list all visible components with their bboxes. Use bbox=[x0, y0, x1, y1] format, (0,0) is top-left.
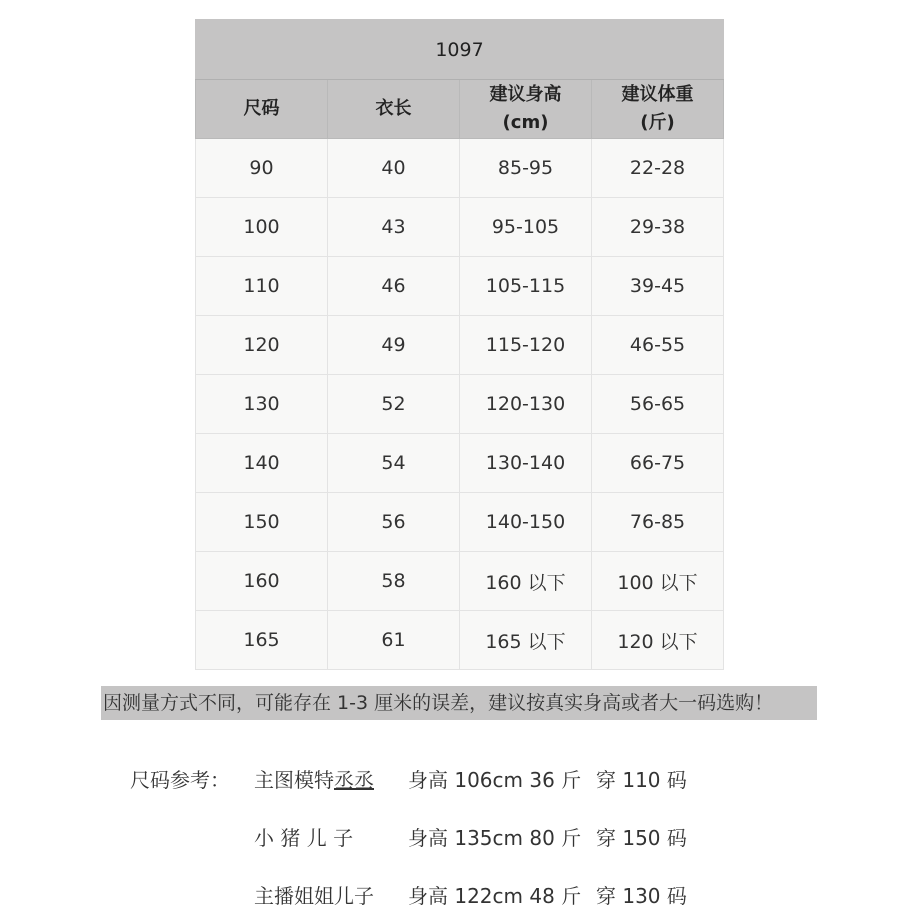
table-row bbox=[196, 198, 724, 257]
reference-name: 小 猪 儿 子 bbox=[254, 826, 354, 850]
weight-cell: 100 以下 bbox=[592, 552, 724, 611]
size-cell: 110 bbox=[196, 257, 328, 316]
length-cell: 46 bbox=[328, 257, 460, 316]
table-row bbox=[196, 493, 724, 552]
header-height-label: 建议身高 bbox=[489, 84, 562, 105]
table-row bbox=[196, 257, 724, 316]
height-cell: 130-140 bbox=[460, 434, 592, 493]
height-cell: 95-105 bbox=[460, 198, 592, 257]
header-length bbox=[328, 80, 460, 139]
reference-name: 主播姐姐儿子 bbox=[254, 884, 374, 908]
size-cell: 120 bbox=[196, 316, 328, 375]
weight-cell: 46-55 bbox=[592, 316, 724, 375]
header-weight-unit: (斤) bbox=[640, 112, 675, 133]
weight-cell: 120 以下 bbox=[592, 611, 724, 670]
height-cell: 160 以下 bbox=[460, 552, 592, 611]
table-title: 1097 bbox=[196, 20, 724, 80]
reference-body: 身高 106cm 36 斤 bbox=[408, 768, 582, 792]
table-row bbox=[196, 611, 724, 670]
length-cell: 49 bbox=[328, 316, 460, 375]
height-cell: 120-130 bbox=[460, 375, 592, 434]
measurement-note: 因测量方式不同，可能存在 1-3 厘米的误差，建议按真实身高或者大一码选购！ bbox=[101, 686, 817, 720]
length-cell: 52 bbox=[328, 375, 460, 434]
table-row bbox=[196, 434, 724, 493]
reference-label: 尺码参考： bbox=[130, 768, 230, 792]
height-cell: 105-115 bbox=[460, 257, 592, 316]
reference-name-part: 主图模特 bbox=[254, 768, 334, 792]
length-cell: 56 bbox=[328, 493, 460, 552]
header-weight bbox=[592, 80, 724, 139]
length-cell: 40 bbox=[328, 139, 460, 198]
reference-row bbox=[0, 879, 918, 913]
height-cell: 85-95 bbox=[460, 139, 592, 198]
length-cell: 58 bbox=[328, 552, 460, 611]
height-cell: 165 以下 bbox=[460, 611, 592, 670]
length-cell: 43 bbox=[328, 198, 460, 257]
table-row bbox=[196, 139, 724, 198]
reference-row bbox=[0, 821, 918, 855]
size-cell: 140 bbox=[196, 434, 328, 493]
reference-body: 身高 122cm 48 斤 bbox=[408, 884, 582, 908]
header-weight-label: 建议体重 bbox=[621, 84, 694, 105]
reference-wear: 穿 110 码 bbox=[596, 768, 687, 792]
height-cell: 115-120 bbox=[460, 316, 592, 375]
size-chart-table bbox=[195, 19, 724, 670]
header-size bbox=[196, 80, 328, 139]
header-size-label: 尺码 bbox=[243, 98, 280, 119]
size-cell: 150 bbox=[196, 493, 328, 552]
weight-cell: 56-65 bbox=[592, 375, 724, 434]
reference-wear: 穿 150 码 bbox=[596, 826, 687, 850]
reference-name bbox=[254, 763, 374, 797]
table-header-row bbox=[196, 80, 724, 139]
header-height-unit: (cm) bbox=[502, 112, 549, 133]
size-cell: 100 bbox=[196, 198, 328, 257]
weight-cell: 22-28 bbox=[592, 139, 724, 198]
size-cell: 165 bbox=[196, 611, 328, 670]
size-cell: 90 bbox=[196, 139, 328, 198]
reference-name-underlined: 丞丞 bbox=[334, 768, 374, 792]
header-length-label: 衣长 bbox=[375, 98, 412, 119]
weight-cell: 66-75 bbox=[592, 434, 724, 493]
weight-cell: 76-85 bbox=[592, 493, 724, 552]
weight-cell: 39-45 bbox=[592, 257, 724, 316]
length-cell: 54 bbox=[328, 434, 460, 493]
reference-body: 身高 135cm 80 斤 bbox=[408, 826, 582, 850]
length-cell: 61 bbox=[328, 611, 460, 670]
height-cell: 140-150 bbox=[460, 493, 592, 552]
header-height bbox=[460, 80, 592, 139]
size-cell: 160 bbox=[196, 552, 328, 611]
table-body bbox=[196, 139, 724, 670]
reference-row bbox=[0, 763, 918, 797]
table-row bbox=[196, 316, 724, 375]
table-row bbox=[196, 375, 724, 434]
size-cell: 130 bbox=[196, 375, 328, 434]
reference-wear: 穿 130 码 bbox=[596, 884, 687, 908]
table-title-row bbox=[196, 20, 724, 80]
table-row bbox=[196, 552, 724, 611]
weight-cell: 29-38 bbox=[592, 198, 724, 257]
